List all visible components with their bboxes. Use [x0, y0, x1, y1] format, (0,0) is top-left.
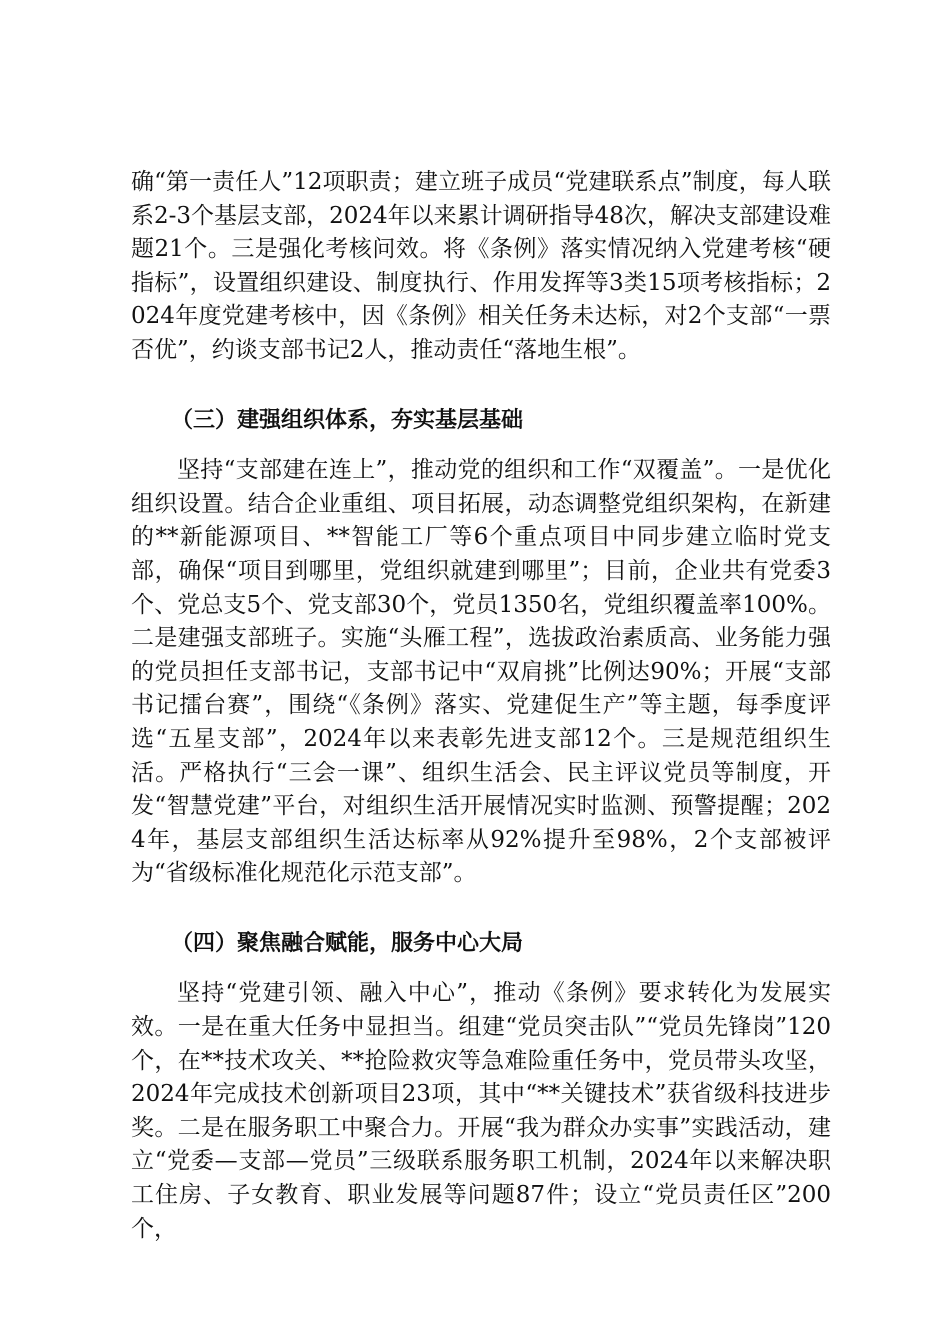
spacer [131, 891, 831, 927]
spacer [131, 960, 831, 977]
document-page [131, 166, 831, 1246]
spacer [131, 368, 831, 404]
body-paragraph-2: 坚持“支部建在连上”，推动党的组织和工作“双覆盖”。一是优化组织设置。结合企业重组、项目拓展，动态调整党组织架构，在新建的**新能源项目、**智能工厂等6个重点项目中同步建立临时党支部，确保“项目到哪里，党组织就建到哪里”；目前，企业共有党委3个、党总支5个、党支部30个，党员1350名，党组织覆盖率100%。二是建强支部班子。实施“头雁工程”，选拔政治素质高、业务能力强的党员担任支部书记，支部书记中“双肩挑”比例达90%；开展“支部书记擂台赛”，围绕“《条例》落实、党建促生产”等主题，每季度评选“五星支部”，2024年以来表彰先进支部12个。三是规范组织生活。严格执行“三会一课”、组织生活会、民主评议党员等制度，开发“智慧党建”平台，对组织生活开展情况实时监测、预警提醒；2024年，基层支部组织生活达标率从92%提升至98%，2个支部被评为“省级标准化规范化示范支部”。 [131, 457, 831, 887]
section-heading-4: （四）聚焦融合赋能，服务中心大局 [171, 930, 524, 956]
section-heading-3: （三）建强组织体系，夯实基层基础 [171, 407, 524, 433]
body-paragraph-1: 确“第一责任人”12项职责；建立班子成员“党建联系点”制度，每人联系2-3个基层支部，2024年以来累计调研指导48次，解决支部建设难题21个。三是强化考核问效。将《条例》落实情况纳入党建考核“硬指标”，设置组织建设、制度执行、作用发挥等3类15项考核指标；2024年度党建考核中，因《条例》相关任务未达标，对2个支部“一票否优”，约谈支部书记2人，推动责任“落地生根”。 [131, 169, 831, 363]
spacer [131, 437, 831, 454]
body-paragraph-3: 坚持“党建引领、融入中心”，推动《条例》要求转化为发展实效。一是在重大任务中显担当。组建“党员突击队”“党员先锋岗”120个，在**技术攻关、**抢险救灾等急难险重任务中，党员带头攻坚，2024年完成技术创新项目23项，其中“**关键技术”获省级科技进步奖。二是在服务职工中聚合力。开展“我为群众办实事”实践活动，建立“党委—支部—党员”三级联系服务职工机制，2024年以来解决职工住房、子女教育、职业发展等问题87件；设立“党员责任区”200个， [131, 980, 831, 1242]
